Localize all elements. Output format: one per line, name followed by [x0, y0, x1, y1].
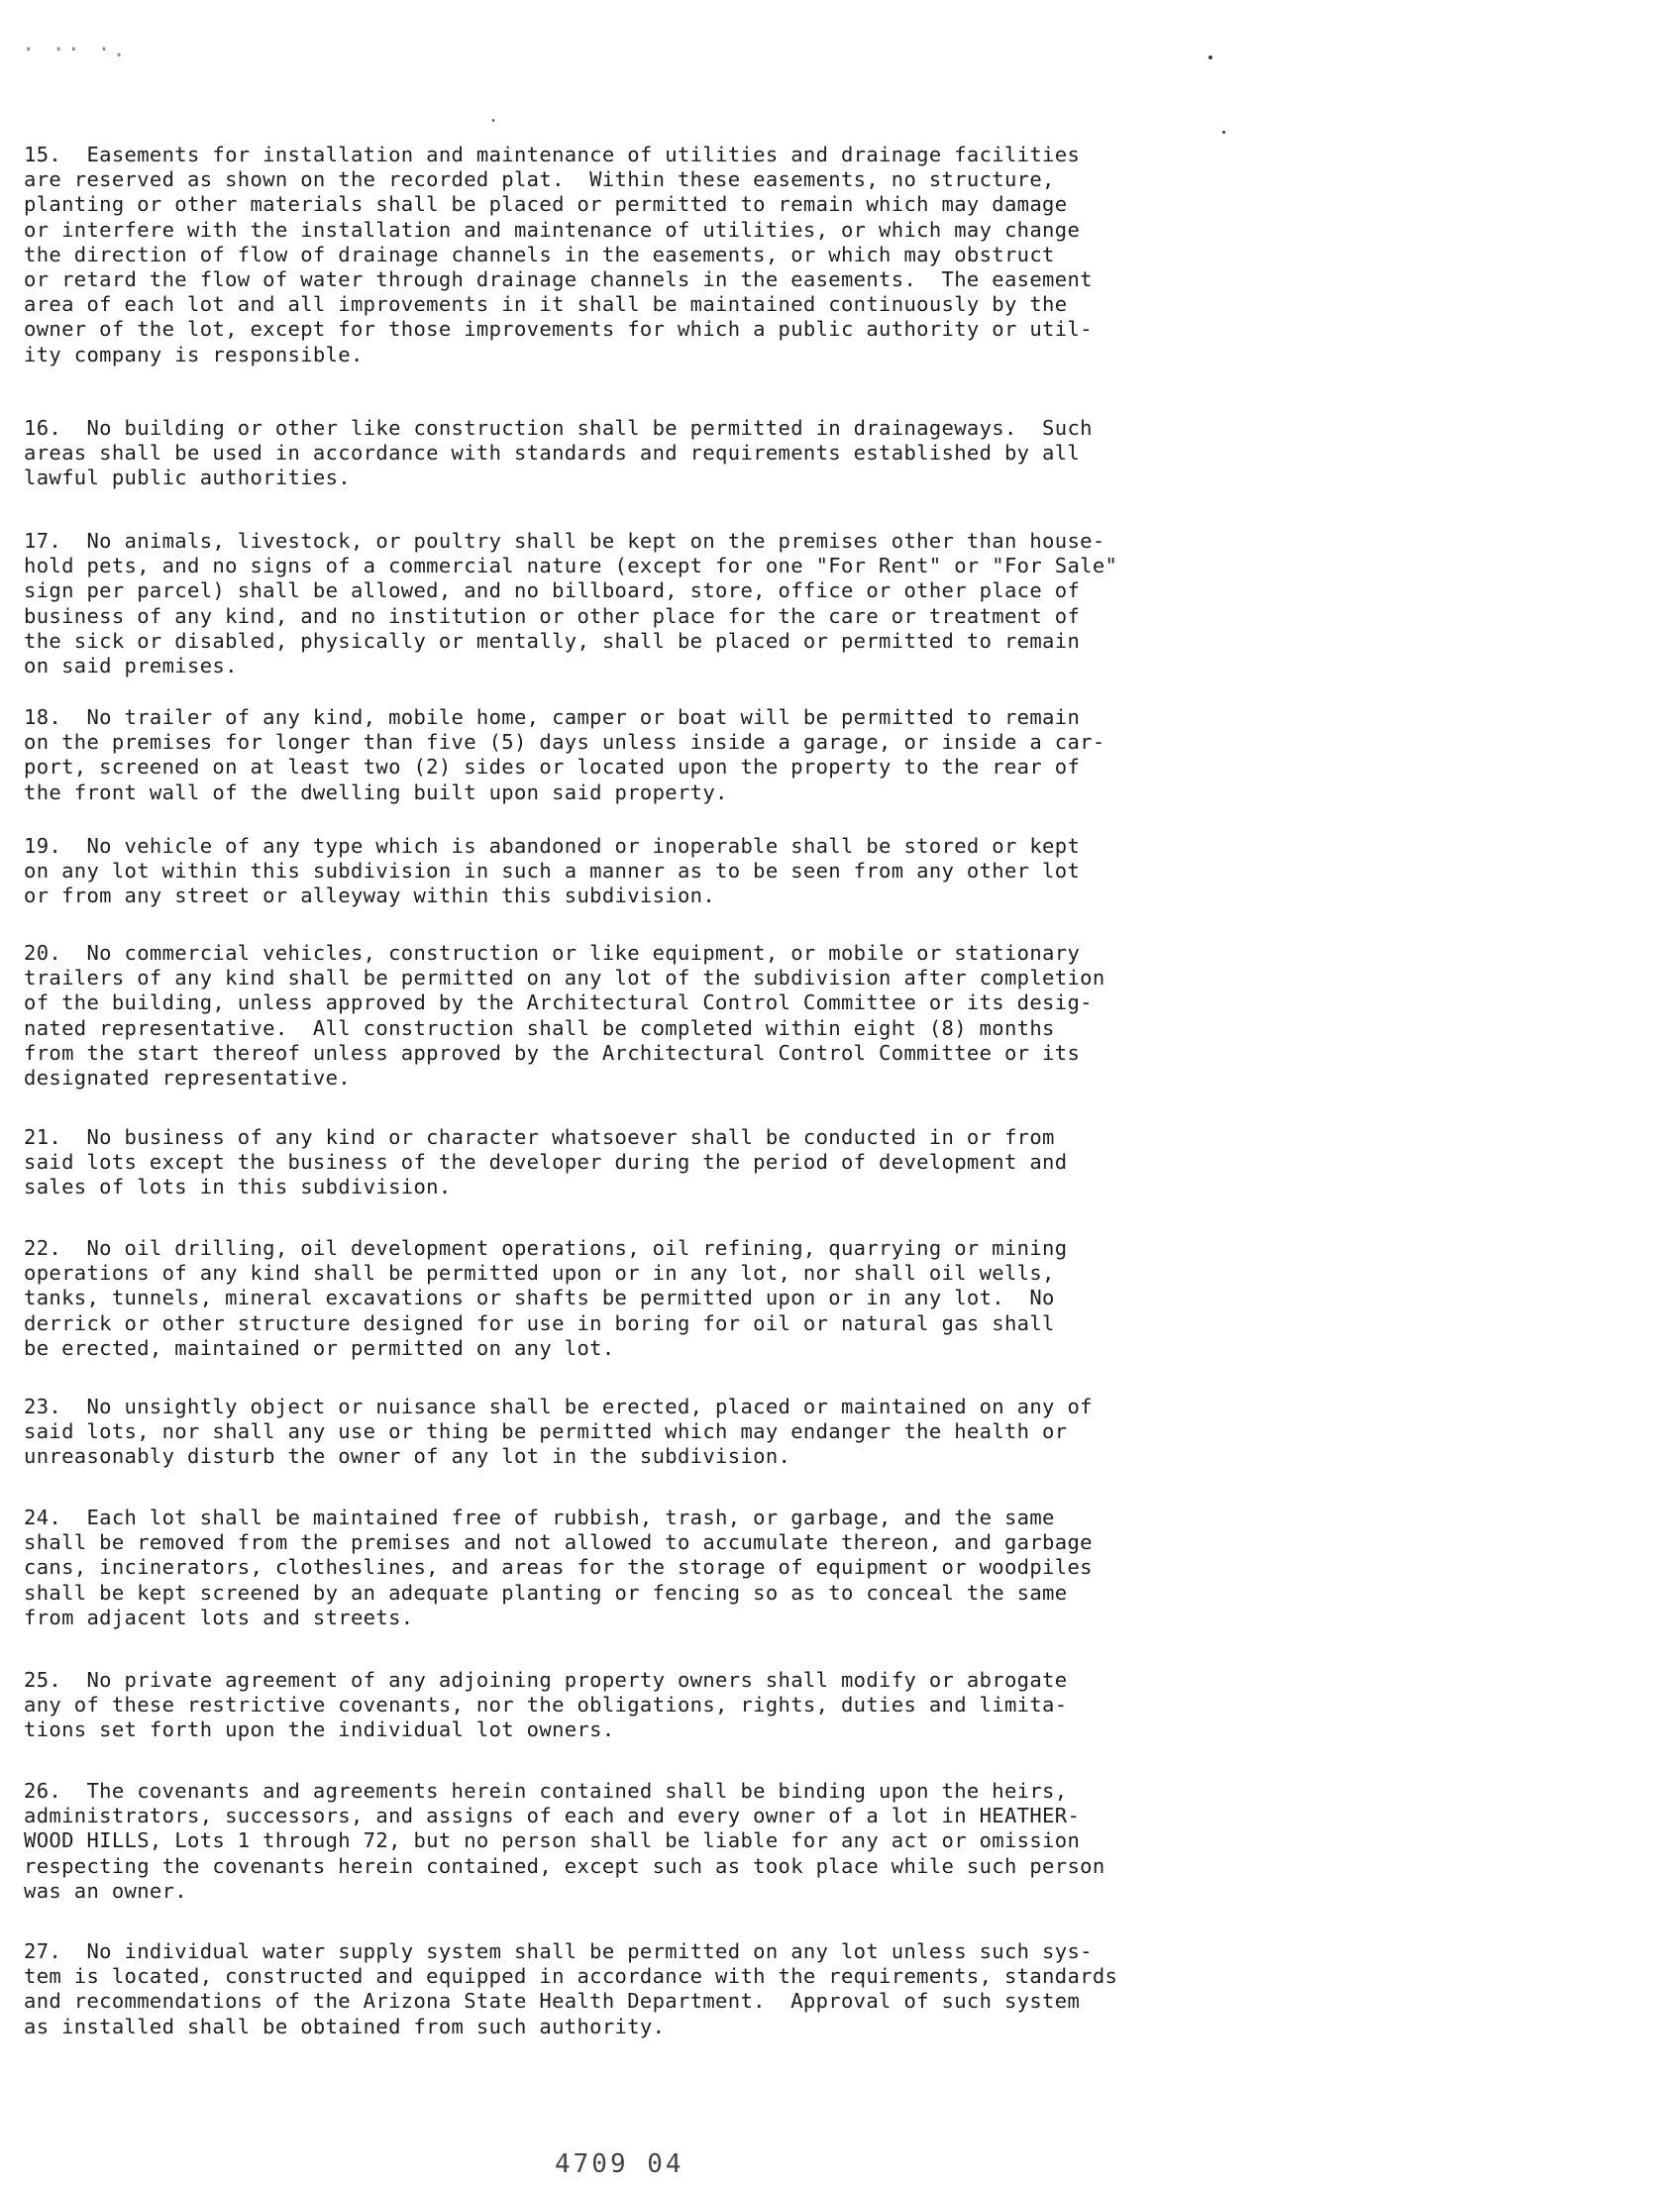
- page-stamp: 4709 04: [555, 2149, 684, 2179]
- corner-mark: · ·· ·.: [22, 38, 128, 62]
- covenant-25: 25. No private agreement of any adjoining property owners shall modify or abrogate any of these restrictive covenants, nor the obligations, rights, duties and limita- tions set forth upon the individual lot owners.: [24, 1668, 1068, 1742]
- covenant-24: 24. Each lot shall be maintained free of rubbish, trash, or garbage, and the same shall be removed from the premises and not allowed to accumulate thereon, and garbage cans, incinerators, clotheslines, and areas for the storage of equipment or woodpiles shall be kept screened by an adequate planting or fencing so as to conceal the same from adjacent lots and streets.: [24, 1506, 1093, 1629]
- scan-speck: [1222, 131, 1225, 134]
- covenant-15: 15. Easements for installation and maintenance of utilities and drainage facilities are reserved as shown on the recorded plat. Within these easements, no structure, planting or other materials shall be placed or permitted to remain which may damage or interfere with the installation and maintenance of utilities, or which may change the direction of flow of drainage channels in the easements, or which may obstruct or retard the flow of water through drainage channels in the easements. The easement area of each lot and all improvements in it shall be maintained continuously by the owner of the lot, except for those improvements for which a public authority or util- ity company is responsible.: [24, 143, 1093, 366]
- covenant-16: 16. No building or other like construction shall be permitted in drainageways. Such areas shall be used in accordance with standards and requirements established by all lawful public authorities.: [24, 416, 1093, 490]
- scan-speck: [1208, 55, 1212, 59]
- covenant-26: 26. The covenants and agreements herein contained shall be binding upon the heirs, administrators, successors, and assigns of each and every owner of a lot in HEATHER- WOOD HILLS, Lots 1 through 72, but no person shall be liable for any act or omission respecting the covenants herein contained, except such as took place while such person was an owner.: [24, 1779, 1105, 1903]
- covenant-20: 20. No commercial vehicles, construction or like equipment, or mobile or stationary trailers of any kind shall be permitted on any lot of the subdivision after completion of the building, unless approved by the Architectural Control Committee or its desig- nated representative. All construction shall be completed within eight (8) months from the start thereof unless approved by the Architectural Control Committee or its designated representative.: [24, 941, 1105, 1091]
- covenant-21: 21. No business of any kind or character whatsoever shall be conducted in or from said lots except the business of the developer during the period of development and sales of lots in this subdivision.: [24, 1125, 1068, 1199]
- covenant-27: 27. No individual water supply system shall be permitted on any lot unless such sys- tem is located, constructed and equipped in accordance with the requirements, standards and recommendations of the Arizona State Health Department. Approval of such system as installed shall be obtained from such authority.: [24, 1939, 1118, 2038]
- scan-speck: [492, 119, 494, 122]
- covenant-19: 19. No vehicle of any type which is abandoned or inoperable shall be stored or kept on any lot within this subdivision in such a manner as to be seen from any other lot or from any street or alleyway within this subdivision.: [24, 834, 1081, 908]
- covenant-23: 23. No unsightly object or nuisance shall be erected, placed or maintained on any of said lots, nor shall any use or thing be permitted which may endanger the health or unreasonably disturb the owner of any lot in the subdivision.: [24, 1395, 1093, 1469]
- covenant-22: 22. No oil drilling, oil development operations, oil refining, quarrying or mining operations of any kind shall be permitted upon or in any lot, nor shall oil wells, tanks, tunnels, mineral excavations or shafts be permitted upon or in any lot. No derrick or other structure designed for use in boring for oil or natural gas shall be erected, maintained or permitted on any lot.: [24, 1236, 1068, 1360]
- covenant-17: 17. No animals, livestock, or poultry shall be kept on the premises other than house- hold pets, and no signs of a commercial nature (except for one "For Rent" or "For Sale" sign per parcel) shall be allowed, and no billboard, store, office or other place of business of any kind, and no institution or other place for the care or treatment of the sick or disabled, physically or mentally, shall be placed or permitted to remain on said premises.: [24, 529, 1118, 678]
- covenant-18: 18. No trailer of any kind, mobile home, camper or boat will be permitted to remain on the premises for longer than five (5) days unless inside a garage, or inside a car- port, screened on at least two (2) sides or located upon the property to the rear of the front wall of the dwelling built upon said property.: [24, 705, 1105, 804]
